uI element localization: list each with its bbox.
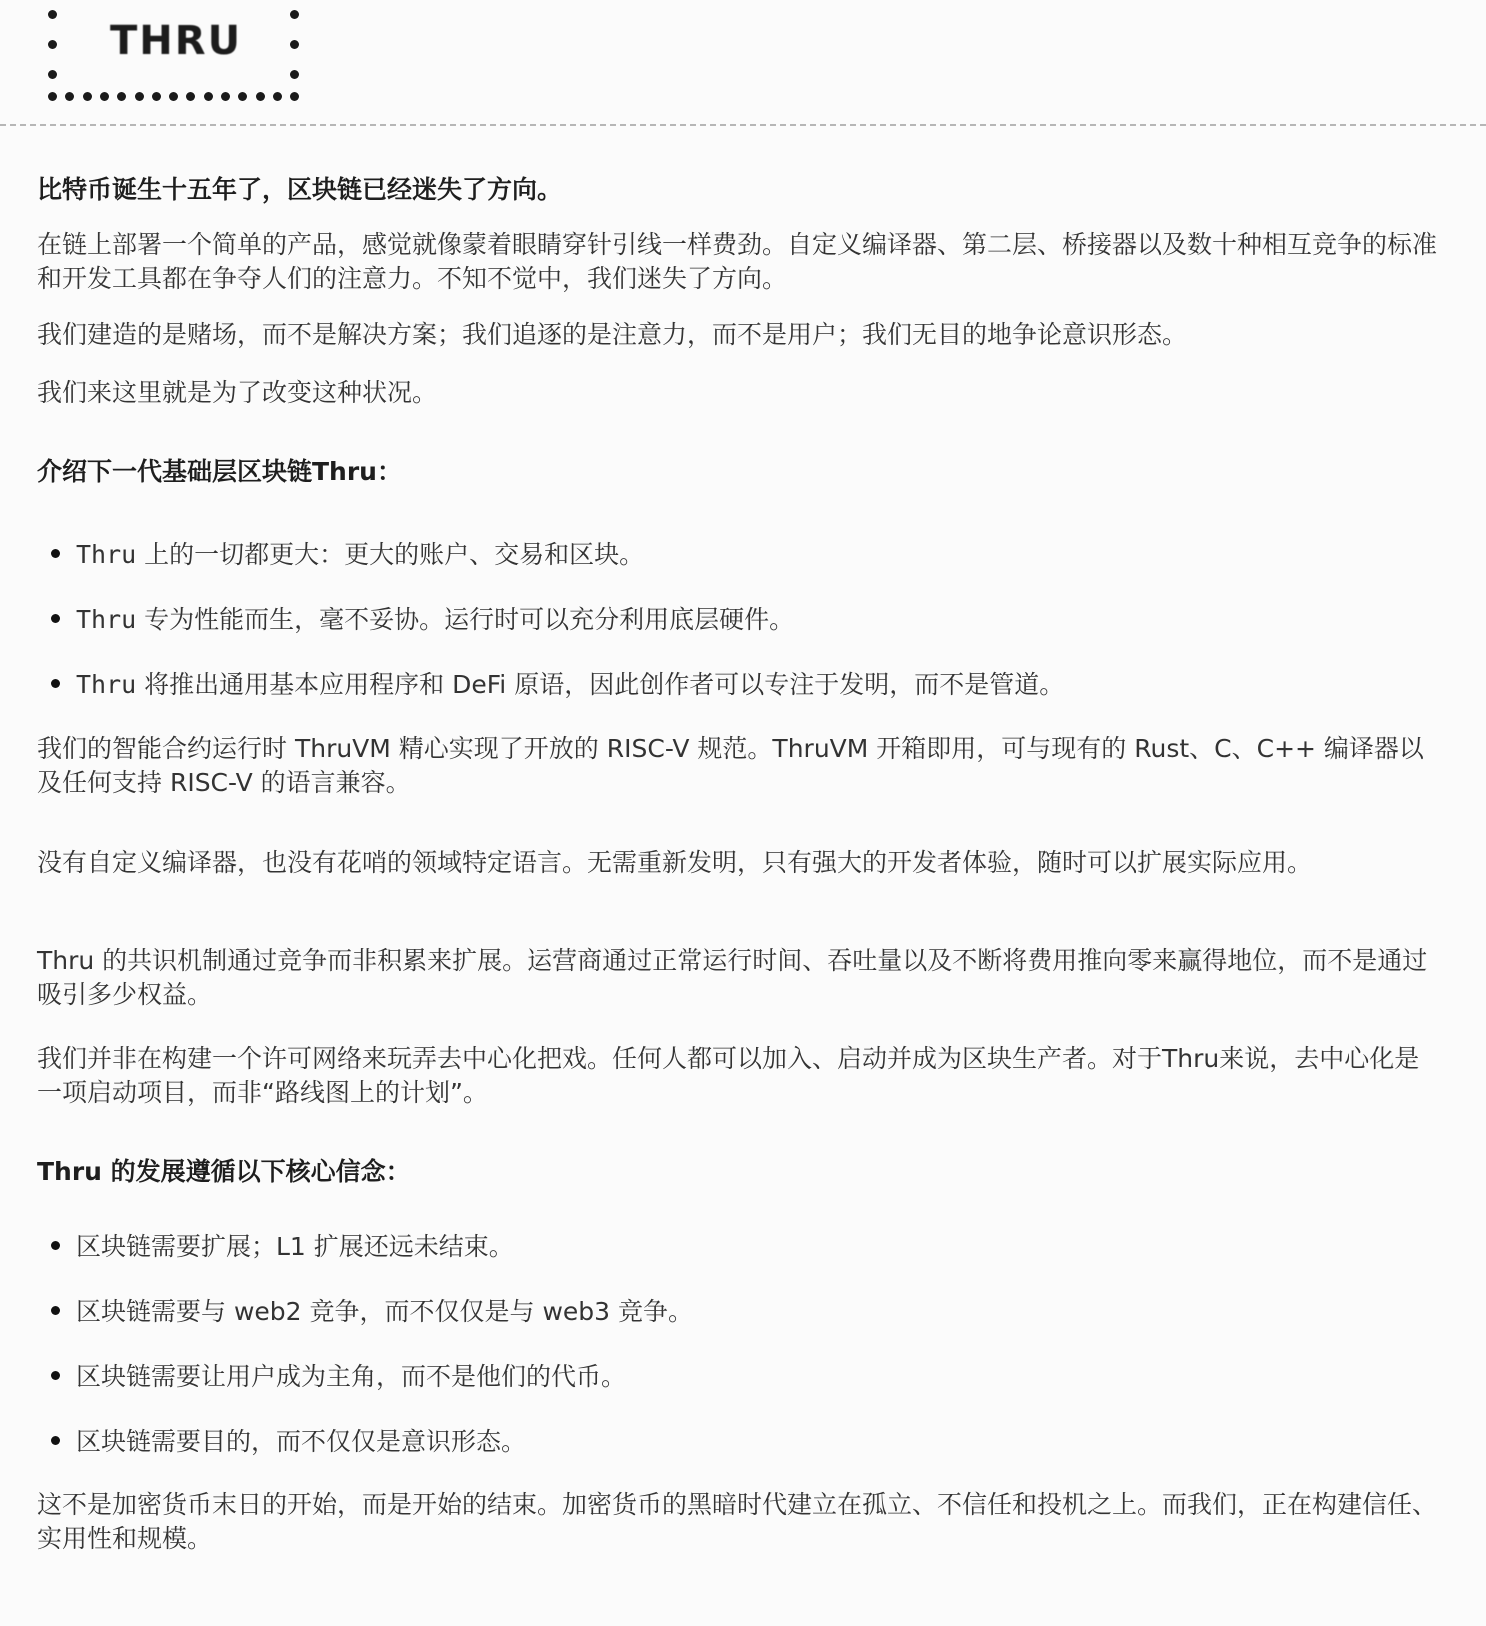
logo-dot xyxy=(290,92,299,101)
feature-list-item: Thru 将推出通用基本应用程序和 DeFi 原语，因此创作者可以专注于发明，而不是管道。 xyxy=(51,668,1064,702)
logo-dot xyxy=(65,92,74,101)
feature-list-item: Thru 上的一切都更大：更大的账户、交易和区块。 xyxy=(51,538,644,572)
paragraph: 在链上部署一个简单的产品，感觉就像蒙着眼睛穿针引线一样费劲。自定义编译器、第二层、桥接器以及数十种相互竞争的标准和开发工具都在争夺人们的注意力。不知不觉中，我们迷失了方向。 xyxy=(37,230,1438,293)
logo-text: THRU xyxy=(110,18,243,64)
belief-list-item: 区块链需要目的，而不仅仅是意识形态。 xyxy=(51,1425,526,1459)
belief-list-item: 区块链需要与 web2 竞争，而不仅仅是与 web3 竞争。 xyxy=(51,1295,693,1329)
bullet-icon xyxy=(51,549,60,558)
feature-list-item: Thru 专为性能而生，毫不妥协。运行时可以充分利用底层硬件。 xyxy=(51,603,794,637)
logo-dot xyxy=(48,40,57,49)
paragraph: 没有自定义编译器，也没有花哨的领域特定语言。无需重新发明，只有强大的开发者体验，随时可以扩展实际应用。 xyxy=(37,848,1313,877)
heading-intro: 比特币诞生十五年了，区块链已经迷失了方向。 xyxy=(37,175,563,204)
logo-dot xyxy=(238,92,247,101)
logo-dot xyxy=(290,10,299,19)
logo-dot xyxy=(100,92,109,101)
paragraph: 我们并非在构建一个许可网络来玩弄去中心化把戏。任何人都可以加入、启动并成为区块生产者。对于Thru来说，去中心化是一项启动项目，而非“路线图上的计划”。 xyxy=(37,1044,1420,1107)
bullet-icon xyxy=(51,679,60,688)
heading-introducing: 介绍下一代基础层区块链Thru： xyxy=(37,457,402,486)
paragraph: Thru 的共识机制通过竞争而非积累来扩展。运营商通过正常运行时间、吞吐量以及不断将费用推向零来赢得地位，而不是通过吸引多少权益。 xyxy=(37,946,1428,1009)
paragraph: 我们的智能合约运行时 ThruVM 精心实现了开放的 RISC-V 规范。ThruVM 开箱即用，可与现有的 Rust、C、C++ 编译器以及任何支持 RISC-V 的语言兼容。 xyxy=(37,734,1424,797)
heading-core-beliefs: Thru 的发展遵循以下核心信念： xyxy=(37,1157,411,1186)
logo-dot xyxy=(290,40,299,49)
logo-dot xyxy=(186,92,195,101)
logo-dot xyxy=(169,92,178,101)
bullet-icon xyxy=(51,1371,60,1380)
belief-list-item: 区块链需要让用户成为主角，而不是他们的代币。 xyxy=(51,1360,626,1394)
logo-dot xyxy=(221,92,230,101)
logo-dot xyxy=(83,92,92,101)
divider xyxy=(0,124,1486,126)
paragraph-conclusion: 这不是加密货币末日的开始，而是开始的结束。加密货币的黑暗时代建立在孤立、不信任和投机之上。而我们，正在构建信任、实用性和规模。 xyxy=(37,1490,1438,1553)
belief-list-item: 区块链需要扩展；L1 扩展还远未结束。 xyxy=(51,1230,514,1264)
logo-dot xyxy=(117,92,126,101)
bullet-icon xyxy=(51,1241,60,1250)
logo-dot xyxy=(256,92,265,101)
thru-logo xyxy=(44,4,306,100)
logo-dot xyxy=(135,92,144,101)
bullet-icon xyxy=(51,1436,60,1445)
paragraph: 我们建造的是赌场，而不是解决方案；我们追逐的是注意力，而不是用户；我们无目的地争论意识形态。 xyxy=(37,320,1188,349)
logo-dot xyxy=(48,70,57,79)
bullet-icon xyxy=(51,614,60,623)
logo-dot xyxy=(273,92,282,101)
logo-dot xyxy=(204,92,213,101)
paragraph: 我们来这里就是为了改变这种状况。 xyxy=(37,378,438,407)
logo-dot xyxy=(48,10,57,19)
logo-dot xyxy=(290,70,299,79)
logo-dot xyxy=(152,92,161,101)
logo-dot xyxy=(48,92,57,101)
bullet-icon xyxy=(51,1306,60,1315)
